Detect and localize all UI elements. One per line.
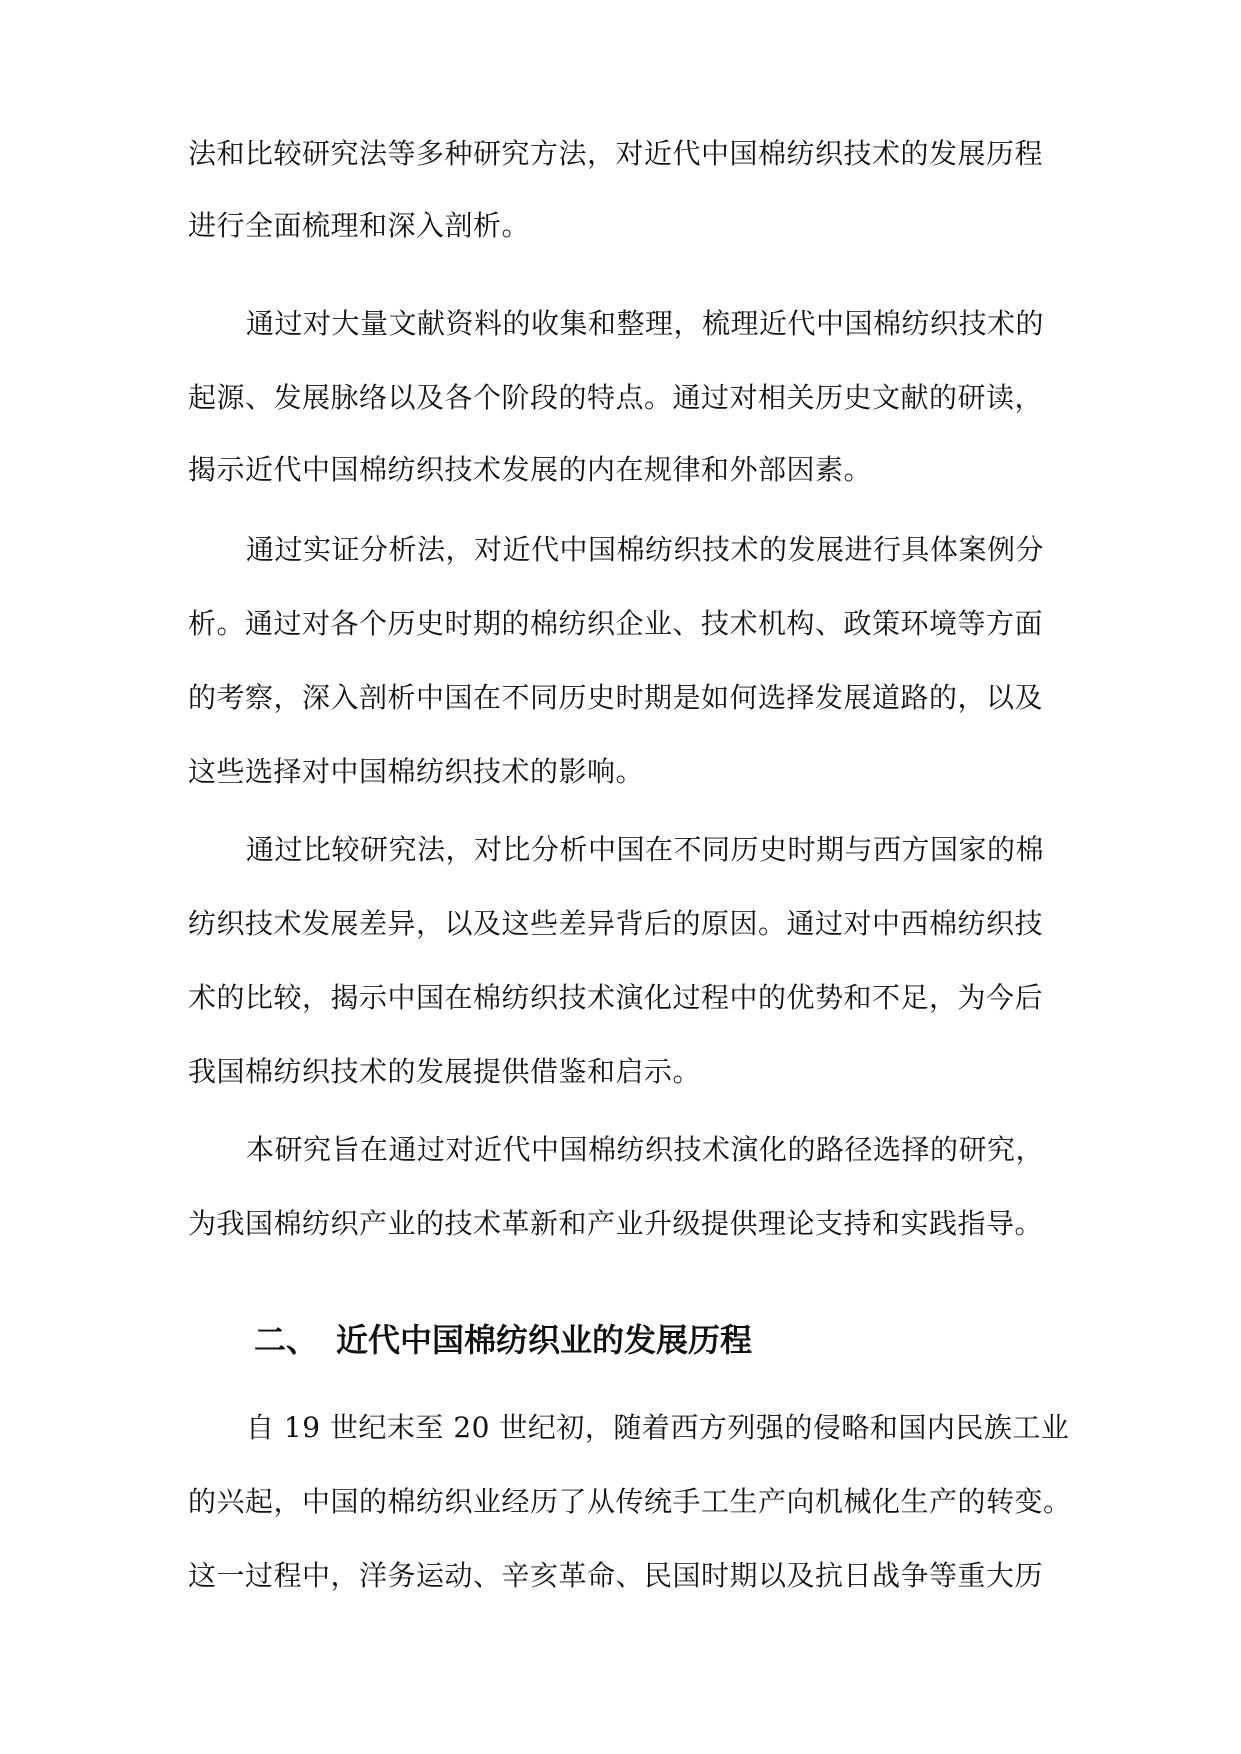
text-line: 起源、发展脉络以及各个阶段的特点。通过对相关历史文献的研读， <box>188 381 1044 414</box>
text-line: 进行全面梳理和深入剖析。 <box>188 209 531 242</box>
paragraph-first-line: 通过对大量文献资料的收集和整理，梳理近代中国棉纺织技术的 <box>246 307 1045 340</box>
paragraph-first-line: 通过比较研究法，对比分析中国在不同历史时期与西方国家的棉 <box>246 833 1045 866</box>
section-heading <box>254 1318 752 1362</box>
text-line: 这些选择对中国棉纺织技术的影响。 <box>188 755 645 788</box>
text-line: 析。通过对各个历史时期的棉纺织企业、技术机构、政策环境等方面 <box>188 607 1044 640</box>
paragraph-first-line: 本研究旨在通过对近代中国棉纺织技术演化的路径选择的研究， <box>246 1133 1045 1166</box>
text-line: 为我国棉纺织产业的技术革新和产业升级提供理论支持和实践指导。 <box>188 1207 1044 1240</box>
paragraph-first-line: 自 19 世纪末至 20 世纪初，随着西方列强的侵略和国内民族工业 <box>246 1411 1070 1444</box>
section-title: 近代中国棉纺织业的发展历程 <box>336 1321 753 1359</box>
section-number: 二、 <box>254 1321 319 1359</box>
text-line: 我国棉纺织技术的发展提供借鉴和启示。 <box>188 1055 702 1088</box>
text-line: 术的比较，揭示中国在棉纺织技术演化过程中的优势和不足，为今后 <box>188 981 1044 1014</box>
text-line: 揭示近代中国棉纺织技术发展的内在规律和外部因素。 <box>188 453 873 486</box>
paragraph-first-line: 通过实证分析法，对近代中国棉纺织技术的发展进行具体案例分 <box>246 533 1045 566</box>
text-line: 这一过程中，洋务运动、辛亥革命、民国时期以及抗日战争等重大历 <box>188 1559 1044 1592</box>
text-line: 法和比较研究法等多种研究方法，对近代中国棉纺织技术的发展历程 <box>188 137 1044 170</box>
text-line: 的考察，深入剖析中国在不同历史时期是如何选择发展道路的，以及 <box>188 681 1044 714</box>
text-line: 纺织技术发展差异，以及这些差异背后的原因。通过对中西棉纺织技 <box>188 907 1044 940</box>
text-line: 的兴起，中国的棉纺织业经历了从传统手工生产向机械化生产的转变。 <box>188 1485 1072 1518</box>
